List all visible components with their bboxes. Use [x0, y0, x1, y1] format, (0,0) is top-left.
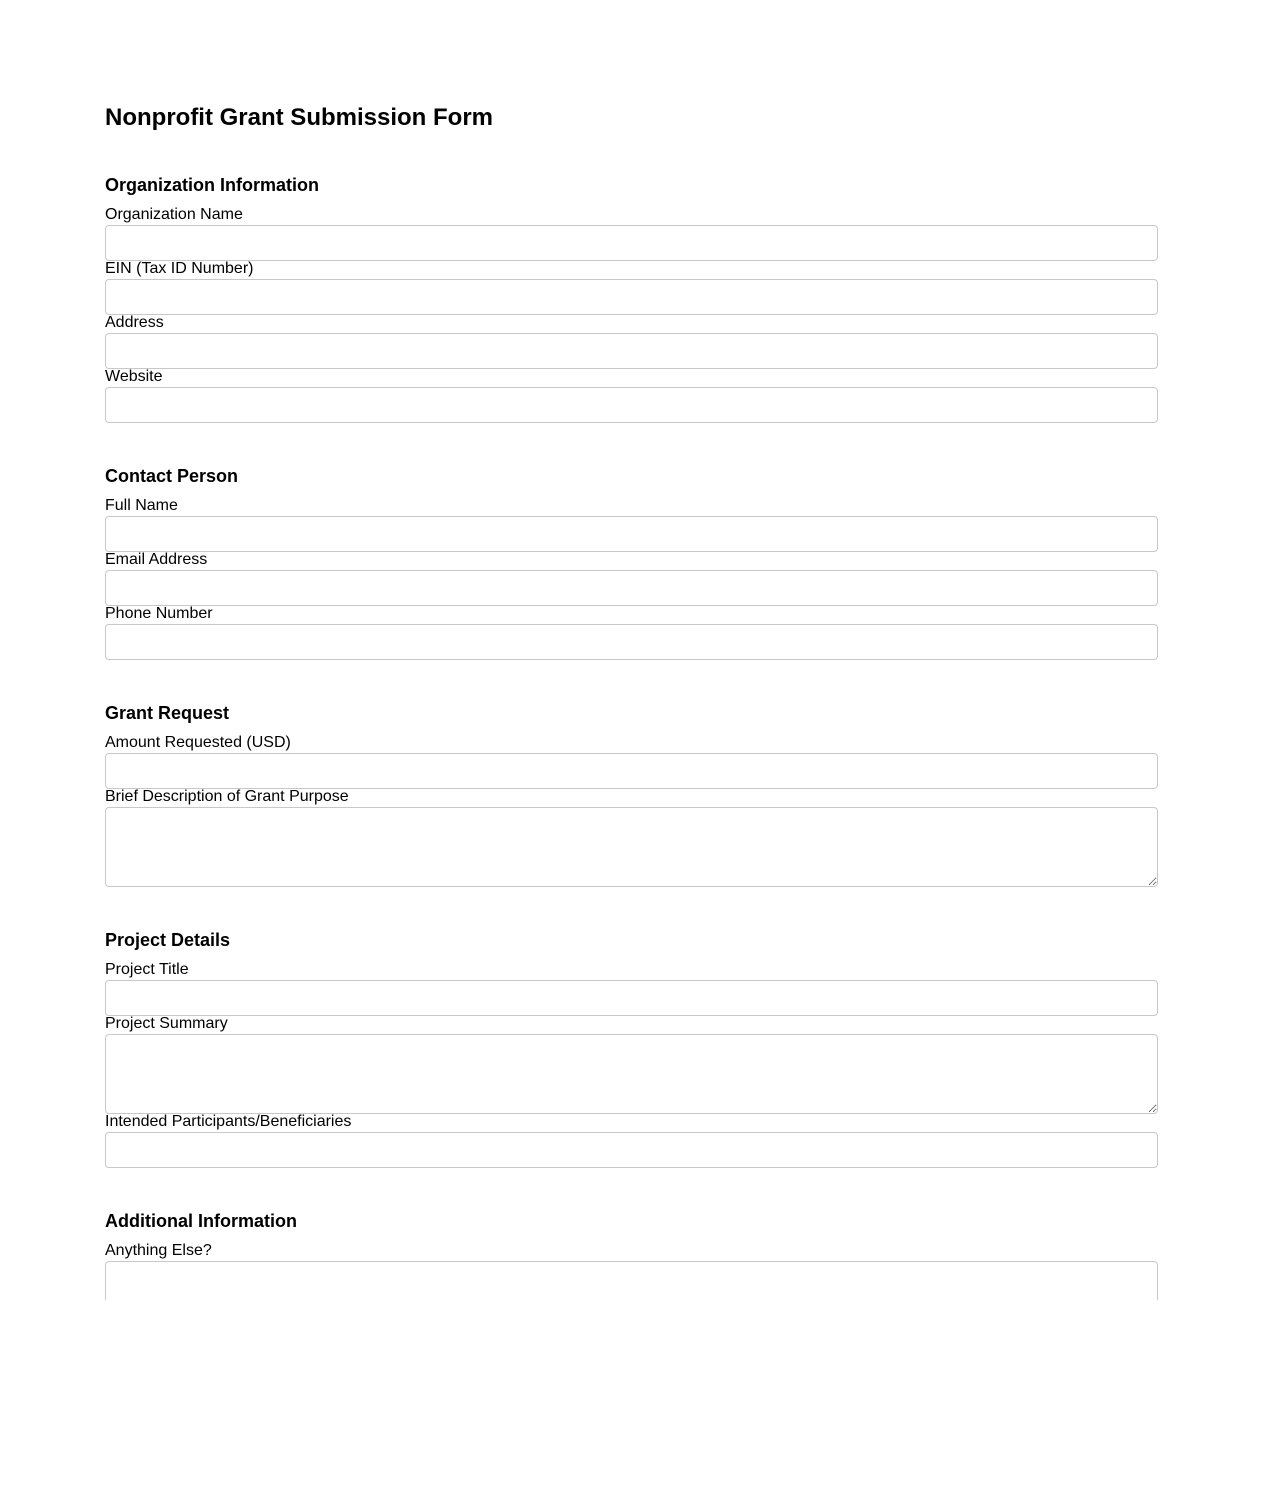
- org-name-label: Organization Name: [105, 206, 243, 223]
- section-heading-grant-request: Grant Request: [105, 703, 230, 723]
- purpose-label: Brief Description of Grant Purpose: [105, 788, 349, 805]
- project-summary-label: Project Summary: [105, 1015, 228, 1032]
- amount-input[interactable]: [105, 753, 1158, 789]
- address-input[interactable]: [105, 333, 1158, 369]
- full-name-input[interactable]: [105, 516, 1158, 552]
- website-label: Website: [105, 368, 163, 385]
- anything-else-label: Anything Else?: [105, 1242, 212, 1259]
- participants-label: Intended Participants/Beneficiaries: [105, 1113, 352, 1130]
- amount-label: Amount Requested (USD): [105, 734, 291, 751]
- website-input[interactable]: [105, 387, 1158, 423]
- anything-else-textarea[interactable]: [105, 1261, 1158, 1300]
- project-summary-textarea[interactable]: [105, 1034, 1158, 1114]
- ein-input[interactable]: [105, 279, 1158, 315]
- phone-label: Phone Number: [105, 605, 213, 622]
- full-name-label: Full Name: [105, 497, 178, 514]
- email-input[interactable]: [105, 570, 1158, 606]
- participants-input[interactable]: [105, 1132, 1158, 1168]
- ein-label: EIN (Tax ID Number): [105, 260, 254, 277]
- section-heading-project: Project Details: [105, 930, 231, 950]
- org-name-input[interactable]: [105, 225, 1158, 261]
- section-heading-organization: Organization Information: [105, 175, 319, 195]
- grant-form-page: [105, 0, 1158, 1300]
- purpose-textarea[interactable]: [105, 807, 1158, 887]
- phone-input[interactable]: [105, 624, 1158, 660]
- address-label: Address: [105, 314, 164, 331]
- section-heading-contact: Contact Person: [105, 466, 239, 486]
- project-title-input[interactable]: [105, 980, 1158, 1016]
- section-heading-additional: Additional Information: [105, 1211, 297, 1231]
- project-title-label: Project Title: [105, 961, 189, 978]
- form-title: Nonprofit Grant Submission Form: [105, 104, 493, 131]
- email-label: Email Address: [105, 551, 208, 568]
